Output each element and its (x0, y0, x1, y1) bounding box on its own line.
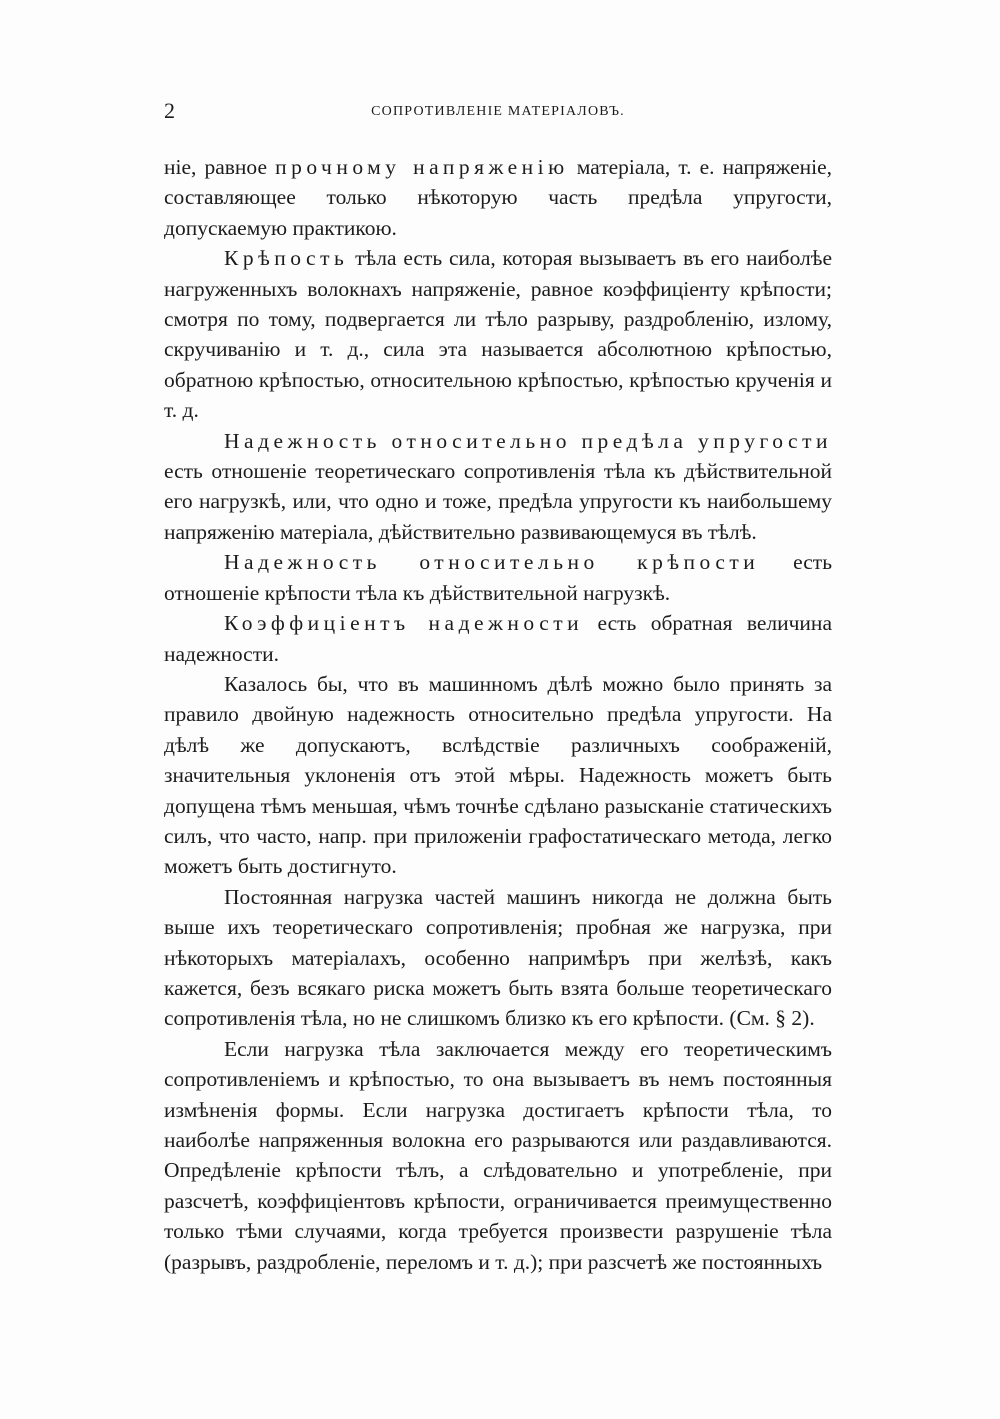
term-strength-stress: прочному напряженію (275, 155, 569, 179)
running-title: СОПРОТИВЛЕНІЕ МАТЕРІАЛОВЪ. (371, 104, 625, 119)
term-reliability-coefficient: Коэффиціентъ надежности (224, 611, 584, 636)
text-run: ніе, равное (164, 155, 276, 179)
paragraph-2 (164, 243, 832, 425)
text-run: Постоянная нагрузка частей машинъ никогда не должна быть выше ихъ теоретическаго сопротивленія; пробная же нагрузка, при нѣкоторыхъ матеріалахъ, особенно напримѣръ при желѣзѣ, какъ кажется, безъ всякаго риска можетъ быть взята больше теоретическаго сопротивленія тѣла, но не слишкомъ близко къ его крѣпости. (См. § 2). (164, 884, 832, 1031)
term-strength: Крѣпость (224, 246, 349, 271)
paragraph-6 (164, 669, 832, 882)
text-run: матеріала, т. е. напряженіе, составляющее только нѣкоторую часть предѣла упругости, допускаемую практикою. (164, 155, 833, 240)
paragraph-5 (164, 608, 832, 669)
book-page (164, 98, 832, 1277)
paragraph-7 (164, 882, 832, 1034)
body-text (164, 152, 832, 1277)
text-run: тѣла есть сила, которая вызываетъ въ его наиболѣе нагруженныхъ волокнахъ напряженіе, равное коэффиціенту крѣпости; смотря по тому, подвергается ли тѣло разрыву, раздробленію, излому, скручиванію и т. д., сила эта называется абсолютною крѣпостью, обратною крѣпостью, относительною крѣпостью, крѣпостью крученія и т. д. (164, 246, 832, 423)
term-reliability-strength: Надежность относительно крѣпости (224, 550, 760, 575)
paragraph-1 (164, 152, 832, 243)
paragraph-3 (164, 426, 832, 548)
text-run: есть отношеніе крѣпости тѣла къ дѣйствительной нагрузкѣ. (164, 550, 832, 605)
term-reliability-elastic-limit: Надежность относительно предѣла упругости (224, 428, 832, 453)
text-run: есть обратная величина надежности. (164, 611, 832, 666)
text-run: Если нагрузка тѣла заключается между его теоретическимъ сопротивленіемъ и крѣпостью, то она вызываетъ въ немъ постоянныя измѣненія формы. Если нагрузка достигаетъ крѣпости тѣла, то наиболѣе напряженныя волокна его разрываются или раздавливаются. Опредѣленіе крѣпости тѣлъ, а слѣдовательно и употребленіе, при разсчетѣ, коэффиціентовъ крѣпости, ограничивается преимущественно только тѣми случаями, когда требуется произвести разрушеніе тѣла (разрывъ, раздробленіе, переломъ и т. д.); при разсчетѣ же постоянныхъ (164, 1036, 832, 1274)
page-number: 2 (164, 98, 175, 123)
paragraph-8 (164, 1034, 832, 1277)
paragraph-4 (164, 547, 832, 608)
text-run: Казалось бы, что въ машинномъ дѣлѣ можно было принять за правило двойную надежность относительно предѣла упругости. На дѣлѣ же допускаютъ, вслѣдствіе различныхъ соображеній, значительныя уклоненія отъ этой мѣры. Надежность можетъ быть допущена тѣмъ меньшая, чѣмъ точнѣе сдѣлано разысканіе статическихъ силъ, что часто, напр. при приложеніи графостатическаго метода, легко можетъ быть достигнуто. (164, 671, 832, 879)
page-header (164, 98, 832, 128)
text-run: есть отношеніе теоретическаго сопротивленія тѣла къ дѣйствительной его нагрузкѣ, или, что одно и тоже, предѣла упругости къ наибольшему напряженію матеріала, дѣйствительно развивающемуся въ тѣлѣ. (164, 459, 832, 544)
